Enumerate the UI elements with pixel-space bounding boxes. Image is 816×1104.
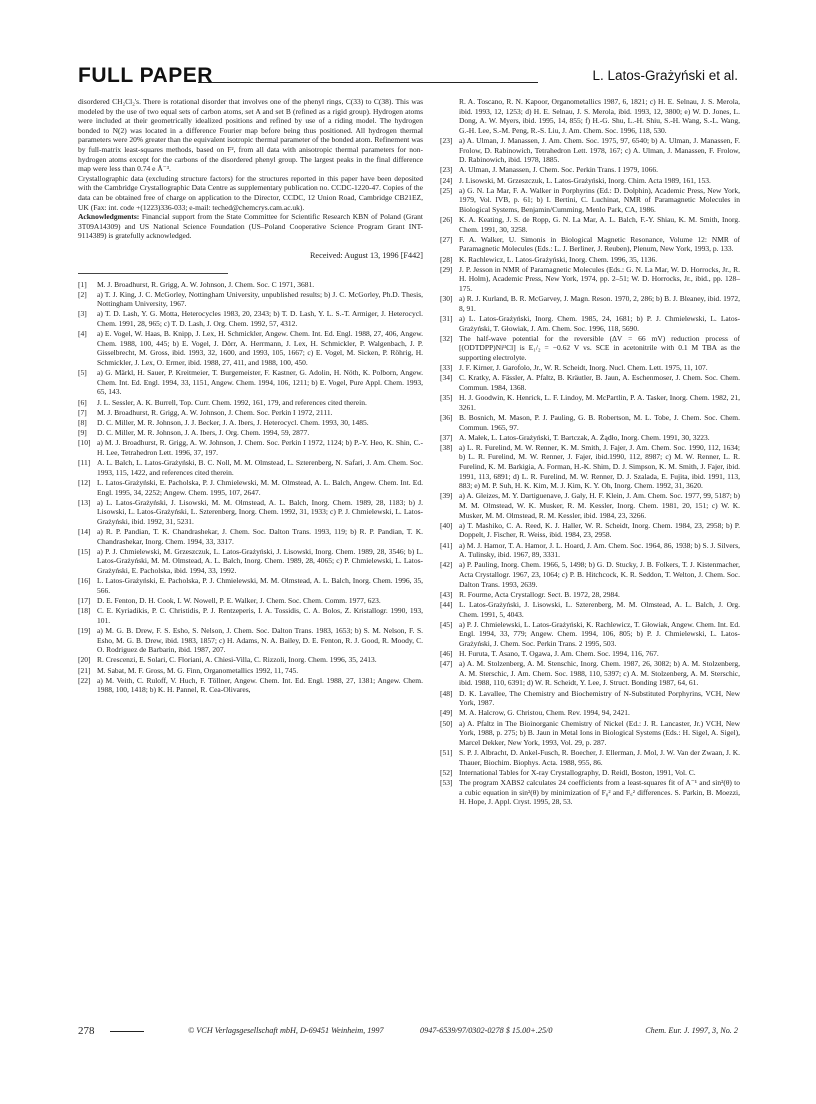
reference-item	[78, 606, 423, 625]
references-rule	[78, 273, 228, 274]
reference-item	[440, 165, 740, 175]
reference-number: [23]	[440, 135, 453, 145]
reference-number: [15]	[78, 546, 91, 556]
reference-text: H. Furuta, T. Asano, T. Ogawa, J. Am. Chem. Soc. 1994, 116, 767.	[459, 649, 659, 659]
reference-number: [18]	[78, 606, 91, 616]
footer-rule	[110, 1031, 144, 1032]
journal-citation: Chem. Eur. J. 1997, 3, No. 2	[645, 1026, 738, 1035]
reference-text: International Tables for X-ray Crystallography, D. Reidl, Boston, 1991, Vol. C.	[459, 767, 696, 777]
reference-number: [42]	[440, 560, 453, 570]
reference-item	[440, 620, 740, 649]
reference-item	[440, 186, 740, 215]
reference-item	[440, 659, 740, 688]
reference-text: M. J. Broadhurst, R. Grigg, A. W. Johnson, J. Chem. Soc. Perkin I 1972, 2111.	[97, 407, 333, 417]
reference-list-right	[440, 97, 740, 807]
reference-text: a) T. Mashiko, C. A. Reed, K. J. Haller, W. R. Scheidt, Inorg. Chem. 1984, 23, 2958; b) P. Doppelt, J. Fischer, R. Weiss, ibid. 1984, 23, 2958.	[459, 520, 740, 540]
reference-item	[440, 778, 740, 807]
reference-number: [35]	[440, 393, 453, 403]
reference-item	[78, 408, 423, 418]
reference-item	[78, 428, 423, 438]
reference-item	[440, 373, 740, 392]
reference-number: [50]	[440, 718, 453, 728]
reference-text: a) A. M. Stolzenberg, A. M. Stenschic, Inorg. Chem. 1987, 26, 3082; b) A. M. Stolzenberg, A. M. Sterschic, J. Am. Chem. Soc. 1988, 110, 5397; c) A. M. Stolzenberg, A. M. Sterschic, ibid. 1988, 110, 6391; d) W. R. Scheidt, Y. Lee, J. Struct. Bonding 1987, 64, 61.	[459, 659, 740, 688]
reference-text: J. Lisowski, M. Grzeszczuk, L. Latos-Grażyński, Inorg. Chim. Acta 1989, 161, 153.	[459, 175, 711, 185]
reference-text: The program XABS2 calculates 24 coefficients from a least-squares fit of A⁻¹ and sin²(θ) to a cubic equation in sin²(θ) by minimization of F₀² and F꜀² differences. S. Parkin, B. Moezzi, H. Hope, J. Appl. Cryst. 1995, 28, 53.	[459, 777, 740, 807]
reference-number: [43]	[440, 589, 453, 599]
reference-text: A. Ulman, J. Manassen, J. Chem. Soc. Perkin Trans. I 1979, 1066.	[459, 165, 658, 175]
reference-number: [8]	[78, 417, 87, 427]
reference-number: [3]	[78, 309, 87, 319]
reference-text: a) T. J. King, J. C. McGorley, Nottingham University, unpublished results; b) J. C. McGorley, Ph.D. Thesis, Nottingham University, 1967.	[97, 289, 423, 309]
reference-item	[78, 418, 423, 428]
reference-item	[78, 547, 423, 576]
reference-number: [49]	[440, 708, 453, 718]
reference-item	[440, 136, 740, 165]
reference-item	[440, 443, 740, 491]
reference-number: [48]	[440, 688, 453, 698]
reference-text: a) M. Veith, C. Ruloff, V. Huch, F. Töllner, Angew. Chem. Int. Ed. Engl. 1988, 27, 1381; Angew. Chem. 1988, 100, 1418; b) K. H. Pannel, R. Cea-Olivares,	[97, 675, 423, 695]
article-code: 0947-6539/97/0302-0278 $ 15.00+.25/0	[420, 1026, 553, 1035]
reference-item	[78, 576, 423, 595]
reference-number: [40]	[440, 520, 453, 530]
reference-item	[78, 676, 423, 695]
reference-text: a) A. Pfaltz in The Bioinorganic Chemistry of Nickel (Ed.: J. R. Lancaster, Jr.) VCH, New York, 1988, p. 275; b) B. Jaun in Metal Ions in Biological Systems (Eds.: H. Sigel, A. Sigel), Marcel Dekker, New York, 1993, Vol. 29, p. 287.	[459, 718, 740, 747]
reference-text: J. F. Kirner, J. Garofolo, Jr., W. R. Scheidt, Inorg. Nucl. Chem. Lett. 1975, 11, 107.	[459, 363, 708, 373]
reference-text: a) R. P. Pandian, T. K. Chandrashekar, J. Chem. Soc. Dalton Trans. 1993, 119; b) R. P. Pandian, T. K. Chandrashekar, Inorg. Chem. 1994, 33, 3317.	[97, 527, 423, 546]
reference-item	[78, 458, 423, 477]
reference-number: [23]	[440, 165, 453, 175]
acknowledgments-label: Acknowledgments:	[78, 212, 140, 222]
reference-text: L. Latos-Grażyński, J. Lisowski, L. Szterenberg, M. M. Olmstead, A. L. Balch, J. Org. Chem. 1991, 5, 4043.	[459, 599, 740, 619]
reference-number: [26]	[440, 215, 453, 225]
left-column	[78, 97, 423, 696]
reference-number: [4]	[78, 329, 87, 339]
reference-number: [7]	[78, 407, 87, 417]
reference-number: [38]	[440, 442, 453, 452]
copyright-notice: © VCH Verlagsgesellschaft mbH, D-69451 Weinheim, 1997	[188, 1026, 384, 1035]
reference-number: [27]	[440, 234, 453, 244]
reference-text: a) M. G. B. Drew, F. S. Esho, S. Nelson, J. Chem. Soc. Dalton Trans. 1983, 1653; b) S. M. Nelson, F. S. Esho, M. G. B. Drew, ibid. 1983, 1857; c) H. Adams, N. A. Bailey, D. E. Fenton, R. J. Good, R. Moody, C. O. Rodriguez de Barbarin, ibid. 1987, 207.	[97, 625, 423, 655]
reference-text: J. L. Sessler, A. K. Burrell, Top. Curr. Chem. 1992, 161, 179, and references cited therein.	[97, 397, 367, 407]
reference-number: [34]	[440, 373, 453, 383]
reference-text: a) P. Pauling, Inorg. Chem. 1966, 5, 1498; b) G. D. Stucky, J. B. Folkers, T. J. Kistenmacher, Acta Crystallogr. 1967, 23, 1064; c) P. B. Hitchcock, K. R. Seddon, T. Welton, J. Chem. Soc. Dalton Trans. 1993, 2639.	[459, 560, 740, 589]
reference-item	[440, 393, 740, 412]
reference-number: [17]	[78, 596, 91, 605]
reference-number: [22]	[78, 675, 91, 685]
received-date: Received: August 13, 1996 [F442]	[309, 250, 423, 260]
reference-text: M. J. Broadhurst, R. Grigg, A. W. Johnson, J. Chem. Soc. C 1971, 3681.	[97, 279, 315, 289]
reference-text: K. A. Keating, J. S. de Ropp, G. N. La Mar, A. L. Balch, F.-Y. Shiau, K. M. Smith, Inorg. Chem. 1991, 30, 3258.	[459, 215, 740, 234]
reference-number: [31]	[440, 314, 453, 323]
reference-item	[78, 478, 423, 497]
reference-text: D. K. Lavallee, The Chemistry and Biochemistry of N-Substituted Porphyrins, VCH, New York, 1987.	[459, 688, 740, 708]
reference-item	[440, 294, 740, 313]
reference-item	[440, 719, 740, 748]
reference-text: F. A. Walker, U. Simonis in Biological Magnetic Resonance, Volume 12: NMR of Paramagnetic Molecules (Eds.: L. J. Berliner, J. Reuben), Plenum, New York, 1993, p. 133.	[459, 234, 740, 254]
reference-item	[440, 748, 740, 767]
reference-text: A. Małek, L. Latos-Grażyński, T. Bartczak, A. Żądło, Inorg. Chem. 1991, 30, 3223.	[459, 432, 710, 442]
reference-item	[440, 255, 740, 265]
reference-item	[440, 176, 740, 186]
reference-text: a) L. R. Furelind, M. W. Renner, K. M. Smith, J. Fajer, J. Am. Chem. Soc. 1990, 112, 1634; b) L. R. Furelind, M. W. Renner, J. Fajer, ibid.1990, 112, 8987; c) M. W. Renner, L. R. Furelind, K. M. Barkigia, A. Forman, H.-K. Shim, D. J. Simpson, K. M. Smith, J. Fajer, ibid. 1991, 113, 6891; d) L. R. Furelind, M. W. Renner, D. J. Szalada, E. Fujita, ibid. 1991, 113, 883; e) M. P. Suh, H. K. Kim, M. J. Kim, K. Y. Oh, Inorg. Chem. 1992, 31, 3620.	[459, 442, 740, 491]
reference-item	[440, 235, 740, 254]
reference-text: M. A. Halcrow, G. Christou, Chem. Rev. 1994, 94, 2421.	[459, 708, 630, 718]
reference-item	[440, 560, 740, 589]
body-paragraph: disordered CH₂Cl₂'s. There is rotational disorder that involves one of the phenyl rings, C(33) to C(38). This was modeled by the use of two equal sets of carbon atoms, set A and set B (refined as a rigid group). Hydrogen atoms were included at their geometrically idealized positions and refined by use of a riding model. The hydrogen bonded to N(2) was located in a difference Fourier map before being thus positioned. All hydrogen thermal parameters were 20% greater than the equivalent isotropic thermal parameter of the bonded atom. Refinement was by full-matrix least-squares methods, based on F², from all data with anisotropic thermal parameters for non-hydrogen atoms except for the carbons of the disordered phenyl group. The largest peaks in the final difference map were less than 0.74 e Å⁻³.	[78, 97, 423, 174]
reference-number: [37]	[440, 432, 453, 442]
reference-number: [11]	[78, 458, 91, 468]
reference-item	[78, 655, 423, 665]
reference-number: [52]	[440, 767, 453, 777]
reference-text: a) L. Latos-Grażyński, Inorg. Chem. 1985, 24, 1681; b) P. J. Chmielewski, L. Latos-Grażyński, T. Głowiak, J. Am. Chem. Soc. 1996, 118, 5690.	[459, 314, 740, 333]
reference-number: [19]	[78, 625, 91, 635]
reference-text: D. E. Fenton, D. H. Cook, I. W. Nowell, P. E. Walker, J. Chem. Soc. Chem. Comm. 1977, 623.	[97, 596, 381, 605]
reference-number: [45]	[440, 619, 453, 629]
reference-item	[78, 398, 423, 408]
reference-number: [47]	[440, 659, 453, 669]
reference-item	[78, 290, 423, 309]
reference-number: [12]	[78, 477, 91, 487]
reference-number: [32]	[440, 333, 453, 343]
reference-item	[78, 596, 423, 606]
reference-text: D. C. Miller, M. R. Johnson, J. A. Ibers, J. Org. Chem. 1994, 59, 2877.	[97, 428, 310, 438]
reference-number	[440, 97, 459, 135]
reference-text: a) M. J. Broadhurst, R. Grigg, A. W. Johnson, J. Chem. Soc. Perkin I 1972, 1124; b) P.-Y. Heo, K. Shin, C.-H. Lee, Tetrahedron Lett. 1996, 37, 197.	[97, 438, 423, 457]
reference-item	[78, 666, 423, 676]
reference-number: [33]	[440, 363, 453, 373]
reference-item	[440, 433, 740, 443]
reference-text: a) G. Märkl, H. Sauer, P. Kreitmeier, T. Burgemeister, F. Kastner, G. Adolin, H. Nöth, K. Polborn, Angew. Chem. Int. Ed. Engl. 1994, 33, 1151, Angew. Chem. 1994, 106, 1211; b) E. Vogel, Pure Appl. Chem. 1993, 65, 143.	[97, 368, 423, 397]
reference-item	[78, 329, 423, 367]
reference-number: [25]	[440, 185, 453, 195]
reference-number: [21]	[78, 665, 91, 675]
reference-item	[440, 649, 740, 659]
reference-text: H. J. Goodwin, K. Henrick, L. F. Lindoy, M. McPartlin, P. A. Tasker, Inorg. Chem. 1982, 21, 3261.	[459, 393, 740, 412]
reference-text: J. P. Jesson in NMR of Paramagnetic Molecules (Eds.: G. N. La Mar, W. D. Horrocks, Jr., R. H. Holm), Academic Press, New York, 1974, pp. 2–51; W. D. Horrocks, Jr., ibid., pp. 128–175.	[459, 264, 740, 294]
reference-item	[440, 363, 740, 373]
reference-text: a) P. J. Chmielewski, L. Latos-Grażyński, K. Rachlewicz, T. Głowiak, Angew. Chem. Int. Ed. Engl. 1994, 33, 779; Angew. Chem. 1994, 106, 805; b) P. J. Chmielewski, L. Latos-Grażyński, J. Chem. Soc. Perkin Trans. 2 1995, 503.	[459, 619, 740, 648]
reference-item	[440, 521, 740, 540]
reference-text: a) T. D. Lash, Y. G. Motta, Heterocycles 1983, 20, 2343; b) T. D. Lash, Y. L. S.-T. Armiger, J. Heterocycl. Chem. 1991, 28, 965; c) T. D. Lash, J. Org. Chem. 1992, 57, 4312.	[97, 309, 423, 329]
reference-text: L. Latos-Grażyński, E. Pacholska, P. J. Chmielewski, M. M. Olmstead, A. L. Balch, Angew. Chem. Int. Ed. Engl. 1995, 34, 2252; Angew. Chem. 1995, 107, 2647.	[97, 477, 423, 497]
section-heading: FULL PAPER	[78, 64, 213, 87]
page-number: 278	[78, 1025, 95, 1037]
reference-text: C. Kratky, A. Fässler, A. Pfaltz, B. Kräutler, B. Jaun, A. Eschenmoser, J. Chem. Soc. Chem. Commun. 1984, 1368.	[459, 373, 740, 392]
reference-number: [53]	[440, 777, 453, 787]
reference-number: [2]	[78, 289, 87, 299]
reference-item	[440, 491, 740, 520]
right-column	[440, 97, 740, 807]
running-author: L. Latos-Grażyński et al.	[592, 68, 738, 83]
reference-item	[440, 600, 740, 619]
reference-text: a) L. Latos-Grażyński, J. Lisowski, M. M. Olmstead, A. L. Balch, Inorg. Chem. 1989, 28, 1183; b) J. Lisowski, L. Latos-Grażyński, L. Szterenberg, Inorg. Chem. 1992, 31, 1933; c) P. J. Chmielewski, L. Latos-Grażyński, ibid. 1992, 31, 5231.	[97, 497, 423, 526]
reference-item	[78, 309, 423, 328]
reference-number: [16]	[78, 576, 91, 586]
reference-text: M. Sabat, M. F. Gross, M. G. Finn, Organometallics 1992, 11, 745.	[97, 665, 299, 675]
reference-text: L. Latos-Grażyński, E. Pacholska, P. J. Chmielewski, M. M. Olmstead, A. L. Balch, Inorg. Chem. 1996, 35, 566.	[97, 576, 423, 595]
reference-item	[440, 215, 740, 234]
reference-text: a) G. N. La Mar, F. A. Walker in Porphyrins (Ed.: D. Dolphin), Academic Press, New York, 1979, Vol. IVB, p. 61; b) I. Bertini, C. Luchinat, NMR of Paramagnetic Molecules in Biological Systems, Benjamin/Cumming, Menlo Park, CA, 1986.	[459, 185, 740, 214]
reference-number: [39]	[440, 491, 453, 501]
reference-number: [13]	[78, 497, 91, 507]
reference-item	[78, 527, 423, 546]
acknowledgments	[78, 212, 423, 241]
reference-number: [20]	[78, 655, 91, 665]
reference-item	[78, 280, 423, 290]
reference-text: The half-wave potential for the reversible (ΔV = 66 mV) reduction process of [(ODTDPP)NiᴵᴵCl] is E₁/₂ = −0.62 V vs. SCE in acetonitrile with 0.1 M TBA as the supporting electrolyte.	[459, 333, 740, 362]
reference-number: [51]	[440, 748, 453, 757]
reference-text: a) P. J. Chmielewski, M. Grzeszczuk, L. Latos-Grażyński, J. Lisowski, Inorg. Chem. 1989, 28, 3546; b) L. Latos-Grażyński, M. M. Olmstead, A. L. Balch, Inorg. Chem. 1989, 28, 4065; c) P. Chmielewski, L. Latos-Grażyński, E. Pacholska, ibid. 1994, 33, 1992.	[97, 546, 423, 576]
reference-item	[78, 368, 423, 397]
reference-number: [29]	[440, 264, 453, 274]
reference-item	[78, 498, 423, 527]
reference-number: [36]	[440, 412, 453, 422]
reference-list-left	[78, 280, 423, 695]
reference-item	[440, 590, 740, 600]
reference-text: a) M. J. Hamor, T. A. Hamor, J. L. Hoard, J. Am. Chem. Soc. 1964, 86, 1938; b) S. J. Silvers, A. Tulinsky, ibid. 1967, 89, 3331.	[459, 540, 740, 560]
reference-text: a) E. Vogel, W. Haas, B. Knipp, J. Lex, H. Schmickler, Angew. Chem. Int. Ed. Engl. 1988, 27, 406, Angew. Chem. 1988, 100, 445; b) E. Vogel, J. Dörr, A. Herrmann, J. Lex, H. Schmickler, P. Walgenbach, J. P. Gisselbrecht, M. Gross, ibid. 1993, 32, 1600, and 1993, 105, 1667; c) E. Vogel, M. Sicken, P. Röhrig, H. Schmickler, J. Lex, O. Ermer, ibid. 1988, 27, 411, and 1988, 100, 450.	[97, 329, 423, 368]
reference-number: [5]	[78, 368, 87, 378]
reference-text: a) A. Gleizes, M. Y. Dartiguenave, J. Galy, H. F. Klein, J. Am. Chem. Soc. 1977, 99, 5187; b) M. M. Olmstead, W. K. Musker, R. M. Kessler, Inorg. Chem. 1981, 20, 151; c) W. K. Musker, M. M. Olmstead, R. M. Kessler, ibid. 1984, 23, 3266.	[459, 491, 740, 520]
reference-number: [1]	[78, 279, 87, 289]
reference-text: R. A. Toscano, R. N. Kapoor, Organometallics 1987, 6, 1821; c) H. E. Selnau, J. S. Merola, ibid. 1993, 12, 1253; d) H. E. Selnau, J. S. Merola, ibid. 1993, 12, 3800; e) W. D. Jones, L. Dong, A. W. Myers, ibid. 1995, 14, 855; f) H.-G. Shu, L.-H. Shiu, S.-H. Wang, S.-L. Wang, G.-H. Lee, S.-M. Peng, R.-S. Liu, J. Am. Chem. Soc. 1996, 118, 530.	[459, 97, 740, 135]
reference-number: [10]	[78, 438, 91, 448]
reference-item	[78, 626, 423, 655]
reference-item	[440, 541, 740, 560]
reference-text: a) A. Ulman, J. Manassen, J. Am. Chem. Soc. 1975, 97, 6540; b) A. Ulman, J. Manassen, F. Frolow, D. Rabinowich, Tetrahedron Lett. 1978, 167; c) A. Ulman, J. Manassen, F. Frolow, D. Rabinowich, ibid. 1978, 1885.	[459, 135, 740, 165]
header-rule	[198, 82, 538, 83]
reference-number: [30]	[440, 294, 453, 304]
reference-item	[440, 314, 740, 333]
reference-text: R. Crescenzi, E. Solari, C. Floriani, A. Chiesi-Villa, C. Rizzoli, Inorg. Chem. 1996, 35, 2413.	[97, 655, 377, 665]
reference-item	[440, 334, 740, 363]
body-paragraph: Crystallographic data (excluding structure factors) for the structures reported in this paper have been deposited with the Cambridge Crystallographic Data Centre as supplementary publication no. CCDC-1220-47. Copies of the data can be obtained free of charge on application to the Director, CCDC, 12 Union Road, Cambridge CB21EZ, UK (Fax: int. code +(1223)336-033; e-mail: teched@chemcrys.cam.ac.uk).	[78, 173, 423, 212]
reference-number: [24]	[440, 175, 453, 185]
reference-number: [9]	[78, 428, 87, 438]
reference-number: [28]	[440, 254, 453, 264]
reference-item	[78, 438, 423, 457]
reference-item	[440, 708, 740, 718]
reference-number: [14]	[78, 527, 91, 537]
reference-item	[440, 413, 740, 432]
reference-text: D. C. Miller, M. R. Johnson, J. J. Becker, J. A. Ibers, J. Heterocycl. Chem. 1993, 30, 1485.	[97, 417, 369, 427]
reference-text: K. Rachlewicz, L. Latos-Grażyński, Inorg. Chem. 1996, 35, 1136.	[459, 254, 658, 264]
reference-text: A. L. Balch, L. Latos-Grażyński, B. C. Noll, M. M. Olmstead, L. Szterenberg, N. Safari, J. Am. Chem. Soc. 1993, 115, 1422, and references cited therein.	[97, 458, 423, 477]
reference-text: R. Fourme, Acta Crystallogr. Sect. B. 1972, 28, 2984.	[459, 589, 620, 599]
reference-item	[440, 97, 740, 135]
reference-text: a) R. J. Kurland, B. R. McGarvey, J. Magn. Reson. 1970, 2, 286; b) B. J. Bleaney, ibid. 1972, 8, 91.	[459, 294, 740, 313]
reference-text: C. E. Kyriadikis, P. C. Christidis, P. J. Rentzeperis, I. A. Tossidis, C. A. Bolos, Z. Kristallogr. 1990, 193, 101.	[97, 606, 423, 625]
reference-number: [6]	[78, 397, 87, 407]
reference-text: B. Bosnich, M. Mason, P. J. Pauling, G. B. Robertson, M. L. Tobe, J. Chem. Soc. Chem. Commun. 1965, 97.	[459, 412, 740, 432]
reference-item	[440, 768, 740, 778]
reference-item	[440, 265, 740, 294]
reference-number: [46]	[440, 649, 453, 659]
reference-number: [41]	[440, 540, 453, 550]
reference-text: S. P. J. Albracht, D. Ankel-Fusch, R. Boecher, J. Ellerman, J. Mol, J. W. Van der Zwaan, J. K. Thauer, Biochim. Biophys. Acta. 1988, 955, 86.	[459, 748, 740, 767]
acknowledgments-text: Financial support from the State Committee for Scientific Research KBN of Poland (Grant 3T09A14309) and US National Science Foundation (US–Poland Cooperative Science Program Grant INT-9114389) is gratefully acknowledged.	[78, 212, 423, 241]
reference-number: [44]	[440, 599, 453, 609]
reference-item	[440, 689, 740, 708]
